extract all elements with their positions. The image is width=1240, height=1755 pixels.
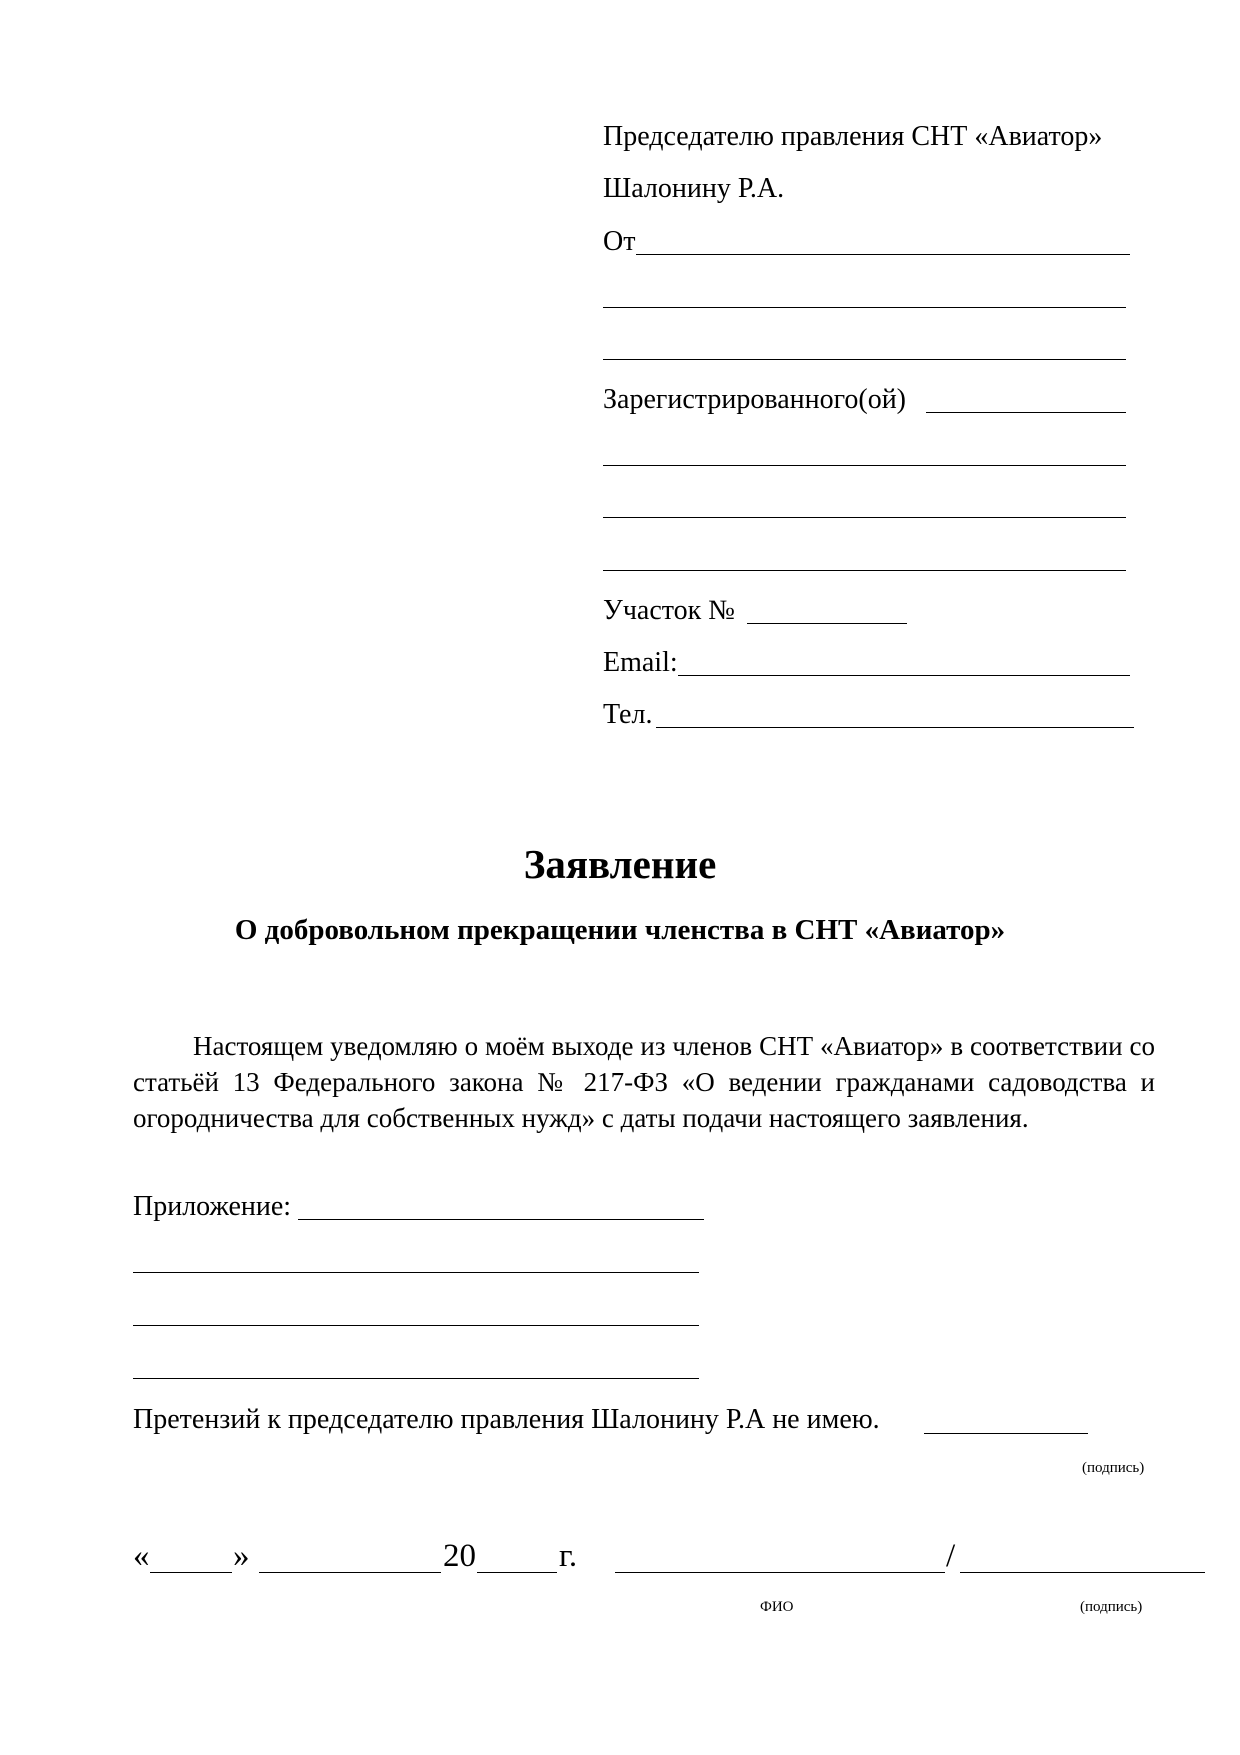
from-field-line-2[interactable]	[603, 307, 1126, 308]
phone-field-line[interactable]	[656, 727, 1134, 728]
statement-paragraph: Настоящем уведомляю о моём выходе из членов СНТ «Авиатор» в соответствии со статьёй 13 Федерального закона № 217-ФЗ «О ведении гражданами садоводства и огородничества для собственных нужд» с даты подачи настоящего заявления.	[133, 1031, 1155, 1133]
phone-label: Тел.	[603, 699, 653, 730]
registered-field-line-2[interactable]	[603, 465, 1126, 466]
plot-field-line[interactable]	[747, 623, 907, 624]
date-day-close-quote: »	[233, 1538, 250, 1574]
claims-signature-caption: (подпись)	[1082, 1460, 1145, 1476]
from-field-line-3[interactable]	[603, 359, 1126, 360]
registered-field-line[interactable]	[926, 412, 1126, 413]
fio-signature-slash: /	[946, 1538, 956, 1574]
claims-text: Претензий к председателю правления Шалонину Р.А не имею.	[133, 1404, 880, 1435]
date-day-open-quote: «	[133, 1538, 150, 1574]
document-subtitle: О добровольном прекращении членства в СНТ «Авиатор»	[234, 914, 1006, 946]
fio-field-line[interactable]	[615, 1572, 945, 1573]
registered-field-line-3[interactable]	[603, 517, 1126, 518]
date-year-suffix: г.	[559, 1538, 578, 1574]
document-title: Заявление	[523, 841, 717, 887]
date-day-field[interactable]	[150, 1572, 232, 1573]
signature-caption: (подпись)	[1080, 1599, 1143, 1615]
fio-caption: ФИО	[760, 1599, 794, 1615]
plot-label: Участок №	[603, 595, 735, 626]
attachment-field-line-3[interactable]	[133, 1325, 699, 1326]
from-field-line[interactable]	[636, 254, 1130, 255]
recipient-line-2: Шалонину Р.А.	[603, 173, 785, 204]
from-label: От	[603, 226, 636, 257]
attachment-field-line[interactable]	[298, 1219, 704, 1220]
date-year-prefix: 20	[443, 1538, 476, 1574]
registered-label: Зарегистрированного(ой)	[603, 384, 907, 415]
recipient-line-1: Председателю правления СНТ «Авиатор»	[603, 121, 1103, 152]
attachment-field-line-4[interactable]	[133, 1378, 699, 1379]
email-field-line[interactable]	[678, 675, 1130, 676]
signature-field-line[interactable]	[960, 1572, 1205, 1573]
attachment-field-line-2[interactable]	[133, 1272, 699, 1273]
email-label: Email:	[603, 647, 678, 678]
date-month-field[interactable]	[259, 1572, 441, 1573]
claims-signature-line[interactable]	[924, 1433, 1088, 1434]
registered-field-line-4[interactable]	[603, 570, 1126, 571]
date-year-field[interactable]	[477, 1572, 557, 1573]
attachment-label: Приложение:	[133, 1191, 292, 1222]
